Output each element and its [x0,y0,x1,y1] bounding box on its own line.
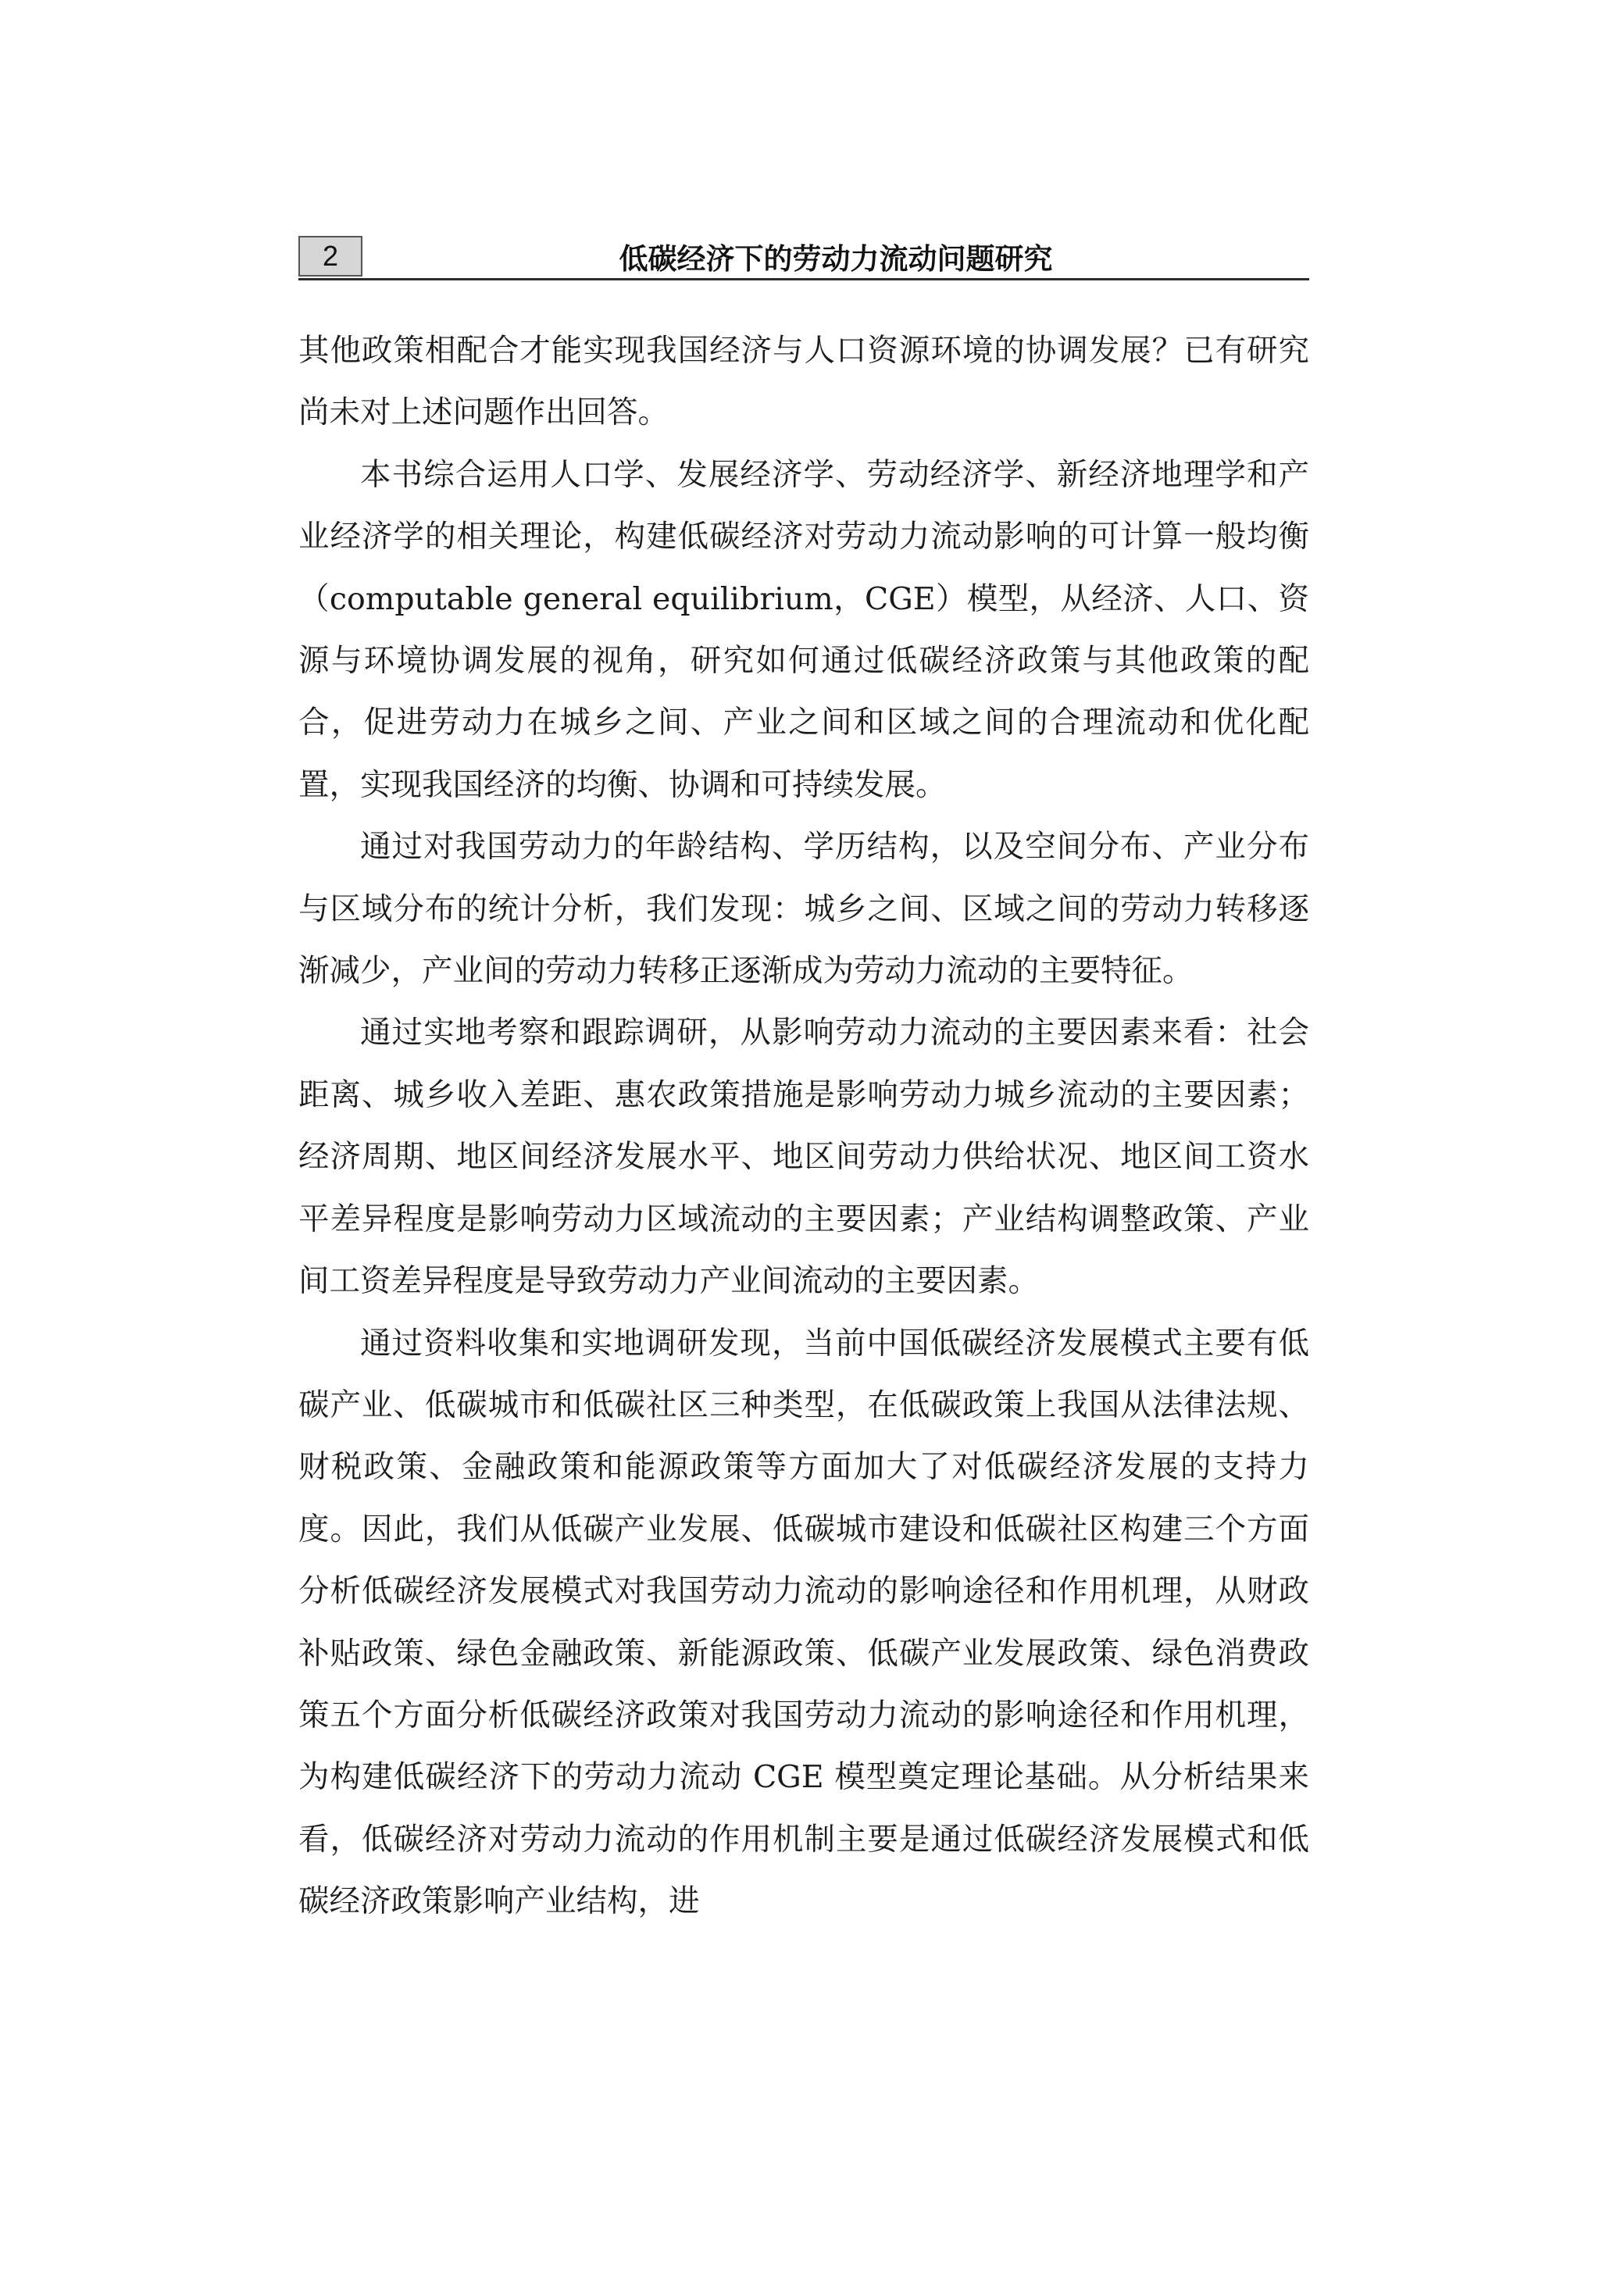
paragraph-research-approach: 本书综合运用人口学、发展经济学、劳动经济学、新经济地理学和产业经济学的相关理论，构建低碳经济对劳动力流动影响的可计算一般均衡（computable general equilibrium，CGE）模型，从经济、人口、资源与环境协调发展的视角，研究如何通过低碳经济政策与其他政策的配合，促进劳动力在城乡之间、产业之间和区域之间的合理流动和优化配置，实现我国经济的均衡、协调和可持续发展。 [298,456,1309,803]
paragraph-low-carbon-models: 通过资料收集和实地调研发现，当前中国低碳经济发展模式主要有低碳产业、低碳城市和低碳社区三种类型，在低碳政策上我国从法律法规、财税政策、金融政策和能源政策等方面加大了对低碳经济发展的支持力度。因此，我们从低碳产业发展、低碳城市建设和低碳社区构建三个方面分析低碳经济发展模式对我国劳动力流动的影响途径和作用机理，从财政补贴政策、绿色金融政策、新能源政策、低碳产业发展政策、绿色消费政策五个方面分析低碳经济政策对我国劳动力流动的影响途径和作用机理，为构建低碳经济下的劳动力流动 CGE 模型奠定理论基础。从分析结果来看，低碳经济对劳动力流动的作用机制主要是通过低碳经济发展模式和低碳经济政策影响产业结构，进 [298,1325,1309,1920]
page-number: 2 [298,236,362,277]
paragraph-influencing-factors: 通过实地考察和跟踪调研，从影响劳动力流动的主要因素来看：社会距离、城乡收入差距、惠农政策措施是影响劳动力城乡流动的主要因素；经济周期、地区间经济发展水平、地区间劳动力供给状况、地区间工资水平差异程度是影响劳动力区域流动的主要因素；产业结构调整政策、产业间工资差异程度是导致劳动力产业间流动的主要因素。 [298,1015,1309,1300]
paragraph-labor-statistics: 通过对我国劳动力的年龄结构、学历结构，以及空间分布、产业分布与区域分布的统计分析，我们发现：城乡之间、区域之间的劳动力转移逐渐减少，产业间的劳动力转移正逐渐成为劳动力流动的主要特征。 [298,829,1309,990]
page-header [298,236,1309,280]
body-text [298,320,1309,1933]
running-title: 低碳经济下的劳动力流动问题研究 [619,242,1053,276]
paragraph-continuation: 其他政策相配合才能实现我国经济与人口资源环境的协调发展？已有研究尚未对上述问题作出回答。 [298,333,1309,431]
